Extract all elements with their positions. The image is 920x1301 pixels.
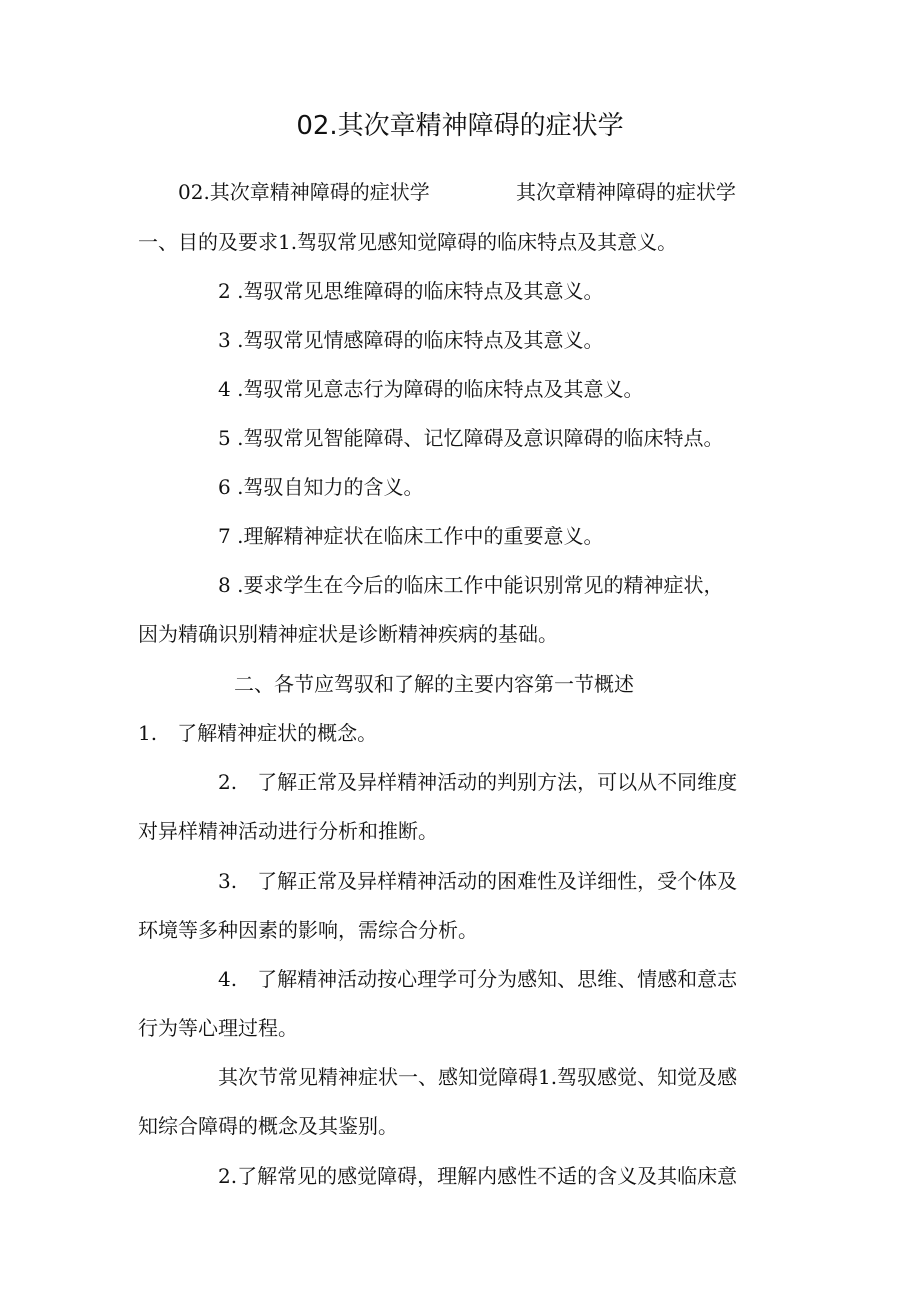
goal-line-1: 一、目的及要求1.驾驭常见感知觉障碍的临床特点及其意义。	[138, 230, 678, 254]
overview-line-2: 2. 了解正常及异样精神活动的判别方法，可以从不同维度	[218, 770, 738, 794]
header-right: 其次章精神障碍的症状学	[516, 180, 736, 204]
overview-line-3: 对异样精神活动进行分析和推断。	[138, 819, 438, 843]
section2-line-3: 2.了解常见的感觉障碍，理解内感性不适的含义及其临床意	[218, 1164, 738, 1188]
section2-line-1: 其次节常见精神症状一、感知觉障碍1.驾驭感觉、知觉及感	[218, 1065, 738, 1089]
section2-line-2: 知综合障碍的概念及其鉴别。	[138, 1114, 398, 1138]
goal-line-4: 4 .驾驭常见意志行为障碍的临床特点及其意义。	[218, 377, 644, 401]
goal-line-3: 3 .驾驭常见情感障碍的临床特点及其意义。	[218, 328, 604, 352]
overview-line-7: 行为等心理过程。	[138, 1016, 298, 1040]
goal-line-6: 6 .驾驭自知力的含义。	[218, 475, 424, 499]
goal-line-5: 5 .驾驭常见智能障碍、记忆障碍及意识障碍的临床特点。	[218, 426, 724, 450]
overview-line-6: 4. 了解精神活动按心理学可分为感知、思维、情感和意志	[218, 967, 738, 991]
goal-line-8a: 8 .要求学生在今后的临床工作中能识别常见的精神症状，	[218, 573, 724, 597]
header-left: 02.其次章精神障碍的症状学	[178, 180, 430, 204]
overview-line-1: 1. 了解精神症状的概念。	[138, 721, 378, 745]
goal-line-7: 7 .理解精神症状在临床工作中的重要意义。	[218, 524, 604, 548]
goal-line-8b: 因为精确识别精神症状是诊断精神疾病的基础。	[138, 622, 558, 646]
document-title: 02.其次章精神障碍的症状学	[296, 111, 624, 141]
overview-line-5: 环境等多种因素的影响，需综合分析。	[138, 918, 478, 942]
section-heading: 二、各节应驾驭和了解的主要内容第一节概述	[234, 672, 634, 696]
overview-line-4: 3. 了解正常及异样精神活动的困难性及详细性，受个体及	[218, 869, 738, 893]
goal-line-2: 2 .驾驭常见思维障碍的临床特点及其意义。	[218, 279, 604, 303]
